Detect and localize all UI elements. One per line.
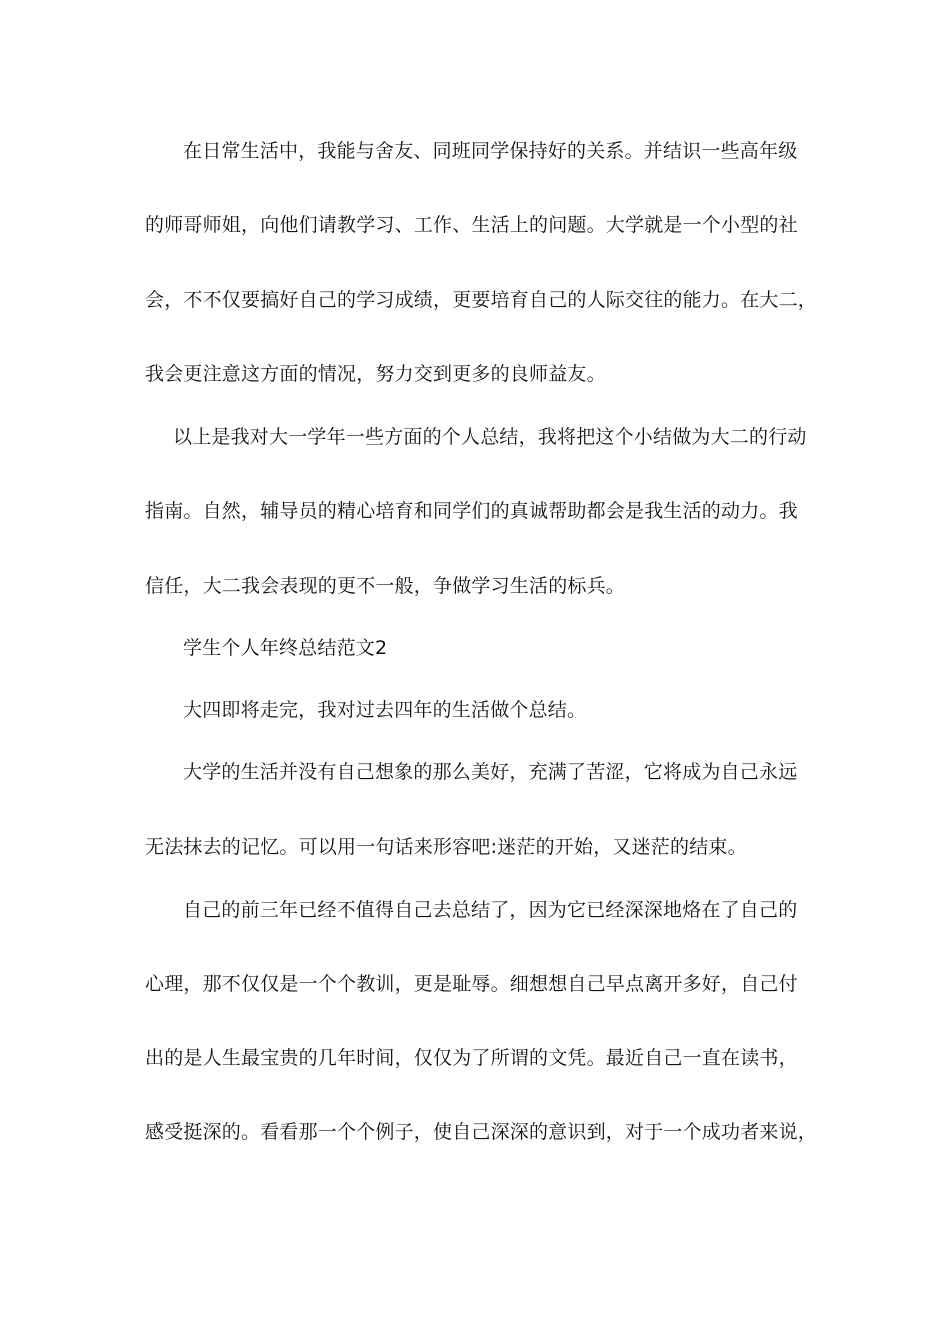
text-line: 大学的生活并没有自己想象的那么美好，充满了苦涩，它将成为自己永远 (183, 761, 798, 783)
text-line: 我会更注意这方面的情况，努力交到更多的良师益友。 (145, 363, 606, 385)
text-line: 信任，大二我会表现的更不一般，争做学习生活的标兵。 (145, 575, 626, 597)
text-line: 的师哥师姐，向他们请教学习、工作、生活上的问题。大学就是一个小型的社 (145, 214, 798, 236)
text-line: 出的是人生最宝贵的几年时间，仅仅为了所谓的文凭。最近自己一直在读书， (145, 1047, 798, 1069)
text-line: 自己的前三年已经不值得自己去总结了，因为它已经深深地烙在了自己的 (183, 899, 798, 921)
text-line: 以上是我对大一学年一些方面的个人总结，我将把这个小结做为大二的行动 (173, 426, 807, 448)
text-line: 心理，那不仅仅是一个个教训，更是耻辱。细想想自己早点离开多好，自己付 (145, 973, 798, 995)
text-line: 无法抹去的记忆。可以用一句话来形容吧:迷茫的开始，又迷茫的结束。 (145, 836, 747, 858)
text-line: 感受挺深的。看看那一个个例子，使自己深深的意识到，对于一个成功者来说， (145, 1121, 818, 1143)
section-heading: 学生个人年终总结范文2 (183, 637, 388, 659)
text-line: 在日常生活中，我能与舍友、同班同学保持好的关系。并结识一些高年级 (183, 140, 798, 162)
text-line: 指南。自然，辅导员的精心培育和同学们的真诚帮助都会是我生活的动力。我 (145, 500, 798, 522)
text-line: 会，不不仅要搞好自己的学习成绩，更要培育自己的人际交往的能力。在大二， (145, 289, 818, 311)
text-line: 大四即将走完，我对过去四年的生活做个总结。 (183, 699, 587, 721)
